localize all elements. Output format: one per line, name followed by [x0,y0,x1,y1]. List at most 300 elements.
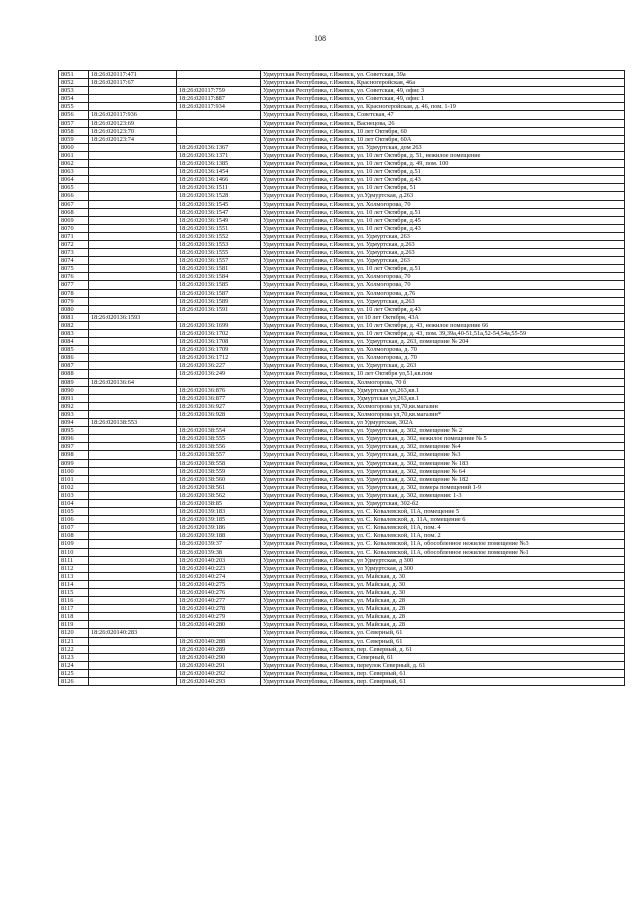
premises-cadastral-number-cell [177,71,261,79]
row-number-cell: 8115 [59,589,89,597]
building-cadastral-number-cell [89,224,177,232]
address-cell: Удмуртская Республика, г.Ижевск, ул. Удмуртская, 263 [261,232,625,240]
row-number-cell: 8076 [59,273,89,281]
premises-cadastral-number-cell: 18:26:020136:1371 [177,151,261,159]
table-row [59,419,625,427]
row-number-cell: 8059 [59,135,89,143]
table-row [59,475,625,483]
table-row [59,435,625,443]
address-cell: Удмуртская Республика, г.Ижевск, ул. С. Ковалевской, 11А, пом. 4 [261,524,625,532]
table-row [59,645,625,653]
address-cell: Удмуртская Республика, г.Ижевск, ул. Удмуртская, д.263 [261,249,625,257]
premises-cadastral-number-cell: 18:26:020140:291 [177,661,261,669]
premises-cadastral-number-cell: 18:26:020138:562 [177,491,261,499]
building-cadastral-number-cell [89,645,177,653]
premises-cadastral-number-cell: 18:26:020136:1547 [177,208,261,216]
row-number-cell: 8068 [59,208,89,216]
table-row [59,524,625,532]
table-row [59,192,625,200]
address-cell: Удмуртская Республика, г.Ижевск, переулок Северный, д. 61 [261,661,625,669]
premises-cadastral-number-cell: 18:26:020117:887 [177,95,261,103]
table-row [59,232,625,240]
row-number-cell: 8052 [59,79,89,87]
premises-cadastral-number-cell: 18:26:020136:1385 [177,160,261,168]
address-cell: Удмуртская Республика, г.Ижевск, 10 лет Октября, 60 [261,127,625,135]
address-cell: Удмуртская Республика, г.Ижевск, ул. Удмуртская, д. 302, помещения: 1-3 [261,491,625,499]
address-cell: Удмуртская Республика, г.Ижевск, ул. Северный, 61 [261,629,625,637]
table-row [59,111,625,119]
table-row [59,467,625,475]
building-cadastral-number-cell [89,451,177,459]
premises-cadastral-number-cell: 18:26:020140:290 [177,653,261,661]
building-cadastral-number-cell: 18:26:020117:67 [89,79,177,87]
premises-cadastral-number-cell: 18:26:020138:558 [177,459,261,467]
address-cell: Удмуртская Республика, г.Ижевск, ул. С. Ковалевской, д. 11А, помещение 6 [261,516,625,524]
table-row [59,548,625,556]
premises-cadastral-number-cell: 18:26:020136:1555 [177,249,261,257]
row-number-cell: 8085 [59,346,89,354]
row-number-cell: 8126 [59,678,89,686]
building-cadastral-number-cell: 18:26:020140:283 [89,629,177,637]
address-cell: Удмуртская Республика, г.Ижевск, ул. 10 лет Октября, д.51 [261,208,625,216]
building-cadastral-number-cell [89,192,177,200]
building-cadastral-number-cell [89,184,177,192]
row-number-cell: 8077 [59,281,89,289]
building-cadastral-number-cell [89,435,177,443]
premises-cadastral-number-cell: 18:26:020140:279 [177,613,261,621]
premises-cadastral-number-cell [177,111,261,119]
table-row [59,410,625,418]
table-row [59,168,625,176]
building-cadastral-number-cell [89,289,177,297]
building-cadastral-number-cell [89,273,177,281]
table-row [59,402,625,410]
address-cell: Удмуртская Республика, г.Ижевск, пер. Северный, 61 [261,678,625,686]
premises-cadastral-number-cell: 18:26:020136:1712 [177,354,261,362]
table-row [59,613,625,621]
table-row [59,556,625,564]
address-cell: Удмуртская Республика, г.Ижевск, ул. Советская, 49, офис 1 [261,95,625,103]
premises-cadastral-number-cell: 18:26:020136:928 [177,410,261,418]
row-number-cell: 8094 [59,419,89,427]
row-number-cell: 8121 [59,637,89,645]
table-row [59,224,625,232]
row-number-cell: 8112 [59,564,89,572]
building-cadastral-number-cell [89,338,177,346]
premises-cadastral-number-cell [177,378,261,386]
row-number-cell: 8075 [59,265,89,273]
row-number-cell: 8073 [59,249,89,257]
table-row [59,305,625,313]
premises-cadastral-number-cell: 18:26:020136:927 [177,402,261,410]
premises-cadastral-number-cell: 18:26:020117:759 [177,87,261,95]
building-cadastral-number-cell [89,240,177,248]
row-number-cell: 8120 [59,629,89,637]
table-row [59,346,625,354]
row-number-cell: 8124 [59,661,89,669]
page-number: 108 [314,34,326,43]
row-number-cell: 8058 [59,127,89,135]
building-cadastral-number-cell [89,548,177,556]
row-number-cell: 8091 [59,394,89,402]
premises-cadastral-number-cell: 18:26:020136:1545 [177,200,261,208]
building-cadastral-number-cell: 18:26:020136:64 [89,378,177,386]
address-cell: Удмуртская Республика, г.Ижевск, ул. 10 лет Октября, д. 43, пом. 39,39а,40-51,51а,52-54,54а,55-59 [261,330,625,338]
address-cell: Удмуртская Республика, г.Ижевск, ул. Удмуртская, д. 302, помещение № 183 [261,459,625,467]
address-cell: Удмуртская Республика, г.Ижевск, ул. Майская, д. 30 [261,589,625,597]
address-cell: Удмуртская Республика, г.Ижевск, Холмогорова, 70 б [261,378,625,386]
row-number-cell: 8057 [59,119,89,127]
address-cell: Удмуртская Республика, г.Ижевск, Удмуртская ул,263,кв.1 [261,386,625,394]
premises-cadastral-number-cell: 18:26:020136:1549 [177,216,261,224]
table-row [59,637,625,645]
row-number-cell: 8100 [59,467,89,475]
row-number-cell: 8099 [59,459,89,467]
building-cadastral-number-cell [89,297,177,305]
building-cadastral-number-cell [89,200,177,208]
table-row [59,160,625,168]
address-cell: Удмуртская Республика, г.Ижевск, ул. 10 лет Октября, д.43 [261,176,625,184]
address-cell: Удмуртская Республика, г.Ижевск, ул. Удмуртская, д.263 [261,240,625,248]
premises-cadastral-number-cell: 18:26:020140:278 [177,605,261,613]
building-cadastral-number-cell [89,443,177,451]
premises-cadastral-number-cell: 18:26:020139:186 [177,524,261,532]
address-cell: Удмуртская Республика, г.Ижевск, ул. 10 лет Октября, д. 49, пом. 100 [261,160,625,168]
premises-cadastral-number-cell: 18:26:020139:185 [177,516,261,524]
building-cadastral-number-cell [89,467,177,475]
row-number-cell: 8095 [59,427,89,435]
building-cadastral-number-cell [89,661,177,669]
building-cadastral-number-cell [89,176,177,184]
address-cell: Удмуртская Республика, г.Ижевск, ул. Удмуртская, д. 302, нежилое помещение № 5 [261,435,625,443]
building-cadastral-number-cell: 18:26:020123:70 [89,127,177,135]
table-row [59,386,625,394]
building-cadastral-number-cell [89,491,177,499]
address-cell: Удмуртская Республика, г.Ижевск, ул. Холмогорова, 70 [261,273,625,281]
premises-cadastral-number-cell [177,127,261,135]
premises-cadastral-number-cell: 18:26:020139:37 [177,540,261,548]
building-cadastral-number-cell [89,475,177,483]
row-number-cell: 8071 [59,232,89,240]
building-cadastral-number-cell [89,168,177,176]
premises-cadastral-number-cell: 18:26:020140:203 [177,556,261,564]
premises-cadastral-number-cell: 18:26:020136:1589 [177,297,261,305]
table-row [59,143,625,151]
table-row [59,605,625,613]
premises-cadastral-number-cell: 18:26:020138:555 [177,435,261,443]
row-number-cell: 8072 [59,240,89,248]
row-number-cell: 8111 [59,556,89,564]
row-number-cell: 8074 [59,257,89,265]
address-cell: Удмуртская Республика, г.Ижевск, ул. Удмуртская, д. 302, помера помещений 1-9 [261,483,625,491]
address-cell: Удмуртская Республика, г.Ижевск, Холмогорова ул,70,кв.магазин* [261,410,625,418]
address-cell: Удмуртская Республика, г.Ижевск, ул. Удмуртская, 302-б2 [261,499,625,507]
premises-cadastral-number-cell: 18:26:020138:560 [177,475,261,483]
table-row [59,572,625,580]
building-cadastral-number-cell [89,143,177,151]
premises-cadastral-number-cell: 18:26:020138:554 [177,427,261,435]
building-cadastral-number-cell [89,249,177,257]
address-cell: Удмуртская Республика, г.Ижевск, ул. Холмогорова, 70 [261,200,625,208]
premises-cadastral-number-cell: 18:26:020139:188 [177,532,261,540]
premises-cadastral-number-cell: 18:26:020136:1557 [177,257,261,265]
row-number-cell: 8104 [59,499,89,507]
address-cell: Удмуртская Республика, г.Ижевск, ул. Майская, д. 30 [261,572,625,580]
building-cadastral-number-cell [89,232,177,240]
table-row [59,330,625,338]
premises-cadastral-number-cell: 18:26:020136:1466 [177,176,261,184]
row-number-cell: 8107 [59,524,89,532]
row-number-cell: 8098 [59,451,89,459]
building-cadastral-number-cell [89,386,177,394]
table-row [59,71,625,79]
address-cell: Удмуртская Республика, г.Ижевск, ул. Удмуртская, д. 302, помещение №3 [261,451,625,459]
premises-cadastral-number-cell: 18:26:020138:85 [177,499,261,507]
table-row [59,427,625,435]
premises-cadastral-number-cell: 18:26:020138:557 [177,451,261,459]
row-number-cell: 8081 [59,313,89,321]
address-cell: Удмуртская Республика, г.Ижевск, ул. Удмуртская, д.263 [261,297,625,305]
row-number-cell: 8122 [59,645,89,653]
row-number-cell: 8066 [59,192,89,200]
row-number-cell: 8069 [59,216,89,224]
table-row [59,678,625,686]
building-cadastral-number-cell [89,516,177,524]
address-cell: Удмуртская Республика, г.Ижевск, пер. Северный, 61 [261,669,625,677]
row-number-cell: 8103 [59,491,89,499]
row-number-cell: 8054 [59,95,89,103]
address-cell: Удмуртская Республика, г.Ижевск, ул. 10 лет Октября, д.43 [261,224,625,232]
address-cell: Удмуртская Республика, г.Ижевск, ул.Удмуртская, д.263 [261,192,625,200]
building-cadastral-number-cell [89,151,177,159]
address-cell: Удмуртская Республика, г.Ижевск, ул. Холмогорова, д. 70 [261,354,625,362]
address-cell: Удмуртская Республика, г.Ижевск, ул. Удмуртская, д. 302, помещение № 2 [261,427,625,435]
address-cell: Удмуртская Республика, г.Ижевск, ул. Удмуртская, д. 302, помещение №4 [261,443,625,451]
premises-cadastral-number-cell: 18:26:020136:1699 [177,321,261,329]
building-cadastral-number-cell [89,427,177,435]
address-cell: Удмуртская Республика, г.Ижевск, ул Удмуртская, 302А [261,419,625,427]
building-cadastral-number-cell [89,402,177,410]
building-cadastral-number-cell [89,524,177,532]
row-number-cell: 8067 [59,200,89,208]
premises-cadastral-number-cell: 18:26:020136:1709 [177,346,261,354]
row-number-cell: 8060 [59,143,89,151]
table-row [59,580,625,588]
building-cadastral-number-cell [89,410,177,418]
premises-cadastral-number-cell [177,119,261,127]
table-row [59,273,625,281]
address-cell: Удмуртская Республика, г.Ижевск, ул. Красногеройская, д. 46, пом. 1-19 [261,103,625,111]
registry-table [58,70,625,686]
address-cell: Удмуртская Республика, г.Ижевск, ул. Холмогорова, д.76 [261,289,625,297]
row-number-cell: 8110 [59,548,89,556]
table-row [59,249,625,257]
row-number-cell: 8078 [59,289,89,297]
table-row [59,491,625,499]
address-cell: Удмуртская Республика, г.Ижевск, ул. Майская, д. 28 [261,613,625,621]
address-cell: Удмуртская Республика, г.Ижевск, ул. Удмуртская, 263 [261,257,625,265]
premises-cadastral-number-cell: 18:26:020136:1454 [177,168,261,176]
address-cell: Удмуртская Республика, г.Ижевск, ул. Удмуртская, д. 302, помещение № 64 [261,467,625,475]
row-number-cell: 8087 [59,362,89,370]
table-row [59,127,625,135]
table-row [59,281,625,289]
address-cell: Удмуртская Республика, г.Ижевск, ул. 10 лет Октября, д. 51, нежилое помещение [261,151,625,159]
premises-cadastral-number-cell [177,313,261,321]
building-cadastral-number-cell [89,483,177,491]
address-cell: Удмуртская Республика, г.Ижевск, Васнецова, 26 [261,119,625,127]
building-cadastral-number-cell [89,216,177,224]
address-cell: Удмуртская Республика, г.Ижевск, ул. Удмуртская, д. 302, помещение № 182 [261,475,625,483]
building-cadastral-number-cell: 18:26:020123:74 [89,135,177,143]
building-cadastral-number-cell [89,370,177,378]
row-number-cell: 8065 [59,184,89,192]
address-cell: Удмуртская Республика, г.Ижевск, Удмуртская ул,263,кв.1 [261,394,625,402]
building-cadastral-number-cell: 18:26:020123:69 [89,119,177,127]
table-row [59,119,625,127]
table-row [59,176,625,184]
row-number-cell: 8082 [59,321,89,329]
address-cell: Удмуртская Республика, г.Ижевск, ул. Советская, 49, офис 3 [261,87,625,95]
building-cadastral-number-cell [89,653,177,661]
building-cadastral-number-cell [89,321,177,329]
row-number-cell: 8086 [59,354,89,362]
premises-cadastral-number-cell: 18:26:020138:559 [177,467,261,475]
address-cell: Удмуртская Республика, г.Ижевск, ул. Удмуртская, д. 263, помещение № 204 [261,338,625,346]
premises-cadastral-number-cell: 18:26:020136:249 [177,370,261,378]
building-cadastral-number-cell [89,572,177,580]
address-cell: Удмуртская Республика, г.Ижевск, ул. Удмуртская, д. 263 [261,362,625,370]
premises-cadastral-number-cell: 18:26:020140:280 [177,621,261,629]
premises-cadastral-number-cell: 18:26:020140:275 [177,580,261,588]
address-cell: Удмуртская Республика, г.Ижевск, 10 лет Октября, 60А [261,135,625,143]
building-cadastral-number-cell [89,459,177,467]
building-cadastral-number-cell [89,281,177,289]
row-number-cell: 8114 [59,580,89,588]
building-cadastral-number-cell [89,540,177,548]
table-row [59,208,625,216]
row-number-cell: 8101 [59,475,89,483]
table-row [59,289,625,297]
building-cadastral-number-cell [89,637,177,645]
address-cell: Удмуртская Республика, г.Ижевск, ул. С. Ковалевской, 11А, обособленное нежилое помещение №3 [261,540,625,548]
address-cell: Удмуртская Республика, г.Ижевск, ул Удмуртская, д 300 [261,564,625,572]
row-number-cell: 8084 [59,338,89,346]
building-cadastral-number-cell [89,597,177,605]
table-row [59,338,625,346]
table-row [59,621,625,629]
row-number-cell: 8092 [59,402,89,410]
premises-cadastral-number-cell: 18:26:020136:1367 [177,143,261,151]
row-number-cell: 8089 [59,378,89,386]
building-cadastral-number-cell [89,354,177,362]
row-number-cell: 8123 [59,653,89,661]
address-cell: Удмуртская Республика, г.Ижевск, ул. 10 лет Октября, д. 43, нежилое помещение 66 [261,321,625,329]
table-row [59,297,625,305]
table-row [59,443,625,451]
premises-cadastral-number-cell: 18:26:020136:1552 [177,232,261,240]
building-cadastral-number-cell [89,95,177,103]
building-cadastral-number-cell [89,87,177,95]
building-cadastral-number-cell [89,508,177,516]
row-number-cell: 8118 [59,613,89,621]
building-cadastral-number-cell: 18:26:020117:936 [89,111,177,119]
table-row [59,499,625,507]
premises-cadastral-number-cell: 18:26:020138:561 [177,483,261,491]
address-cell: Удмуртская Республика, г.Ижевск, ул. 10 лет Октября, 51 [261,184,625,192]
address-cell: Удмуртская Республика, г.Ижевск, ул. С. Ковалевской, 11А, пом. 2 [261,532,625,540]
building-cadastral-number-cell [89,669,177,677]
premises-cadastral-number-cell [177,629,261,637]
address-cell: Удмуртская Республика, г.Ижевск, ул. Северный, 61 [261,637,625,645]
address-cell: Удмуртская Республика, г.Ижевск, ул. Холмогорова, д. 70 [261,346,625,354]
address-cell: Удмуртская Республика, г.Ижевск, ул 10 лет Октября, 43А [261,313,625,321]
premises-cadastral-number-cell: 18:26:020136:1591 [177,305,261,313]
building-cadastral-number-cell [89,362,177,370]
building-cadastral-number-cell: 18:26:020117:471 [89,71,177,79]
table-row [59,362,625,370]
row-number-cell: 8116 [59,597,89,605]
building-cadastral-number-cell [89,499,177,507]
premises-cadastral-number-cell [177,79,261,87]
row-number-cell: 8125 [59,669,89,677]
table-row [59,313,625,321]
premises-cadastral-number-cell: 18:26:020140:274 [177,572,261,580]
building-cadastral-number-cell [89,394,177,402]
row-number-cell: 8064 [59,176,89,184]
premises-cadastral-number-cell: 18:26:020136:877 [177,394,261,402]
address-cell: Удмуртская Республика, г.Ижевск, Советская, 47 [261,111,625,119]
premises-cadastral-number-cell: 18:26:020136:1587 [177,289,261,297]
address-cell: Удмуртская Республика, г.Ижевск, Холмогорова ул,70,кв.магазин [261,402,625,410]
table-row [59,151,625,159]
table-row [59,669,625,677]
address-cell: Удмуртская Республика, г.Ижевск, 10 лет Октября ул,51,кв.пом [261,370,625,378]
table-row [59,564,625,572]
table-row [59,216,625,224]
table-row [59,589,625,597]
building-cadastral-number-cell [89,160,177,168]
row-number-cell: 8055 [59,103,89,111]
address-cell: Удмуртская Республика, г.Ижевск, ул. Советская, 39а [261,71,625,79]
row-number-cell: 8063 [59,168,89,176]
premises-cadastral-number-cell: 18:26:020136:1581 [177,265,261,273]
table-row [59,451,625,459]
table-row [59,95,625,103]
address-cell: Удмуртская Республика, г.Ижевск, ул. Майская, д. 30 [261,580,625,588]
table-row [59,532,625,540]
row-number-cell: 8096 [59,435,89,443]
row-number-cell: 8093 [59,410,89,418]
table-row [59,240,625,248]
building-cadastral-number-cell [89,532,177,540]
table-row [59,265,625,273]
building-cadastral-number-cell [89,556,177,564]
table-row [59,459,625,467]
row-number-cell: 8106 [59,516,89,524]
premises-cadastral-number-cell: 18:26:020136:1702 [177,330,261,338]
premises-cadastral-number-cell: 18:26:020136:1553 [177,240,261,248]
premises-cadastral-number-cell: 18:26:020136:1551 [177,224,261,232]
table-row [59,184,625,192]
building-cadastral-number-cell [89,580,177,588]
table-row [59,135,625,143]
premises-cadastral-number-cell: 18:26:020136:227 [177,362,261,370]
building-cadastral-number-cell [89,564,177,572]
building-cadastral-number-cell: 18:26:020136:1593 [89,313,177,321]
address-cell: Удмуртская Республика, г.Ижевск, Северный, 61 [261,653,625,661]
address-cell: Удмуртская Республика, г.Ижевск, ул. Майская, д. 28 [261,621,625,629]
